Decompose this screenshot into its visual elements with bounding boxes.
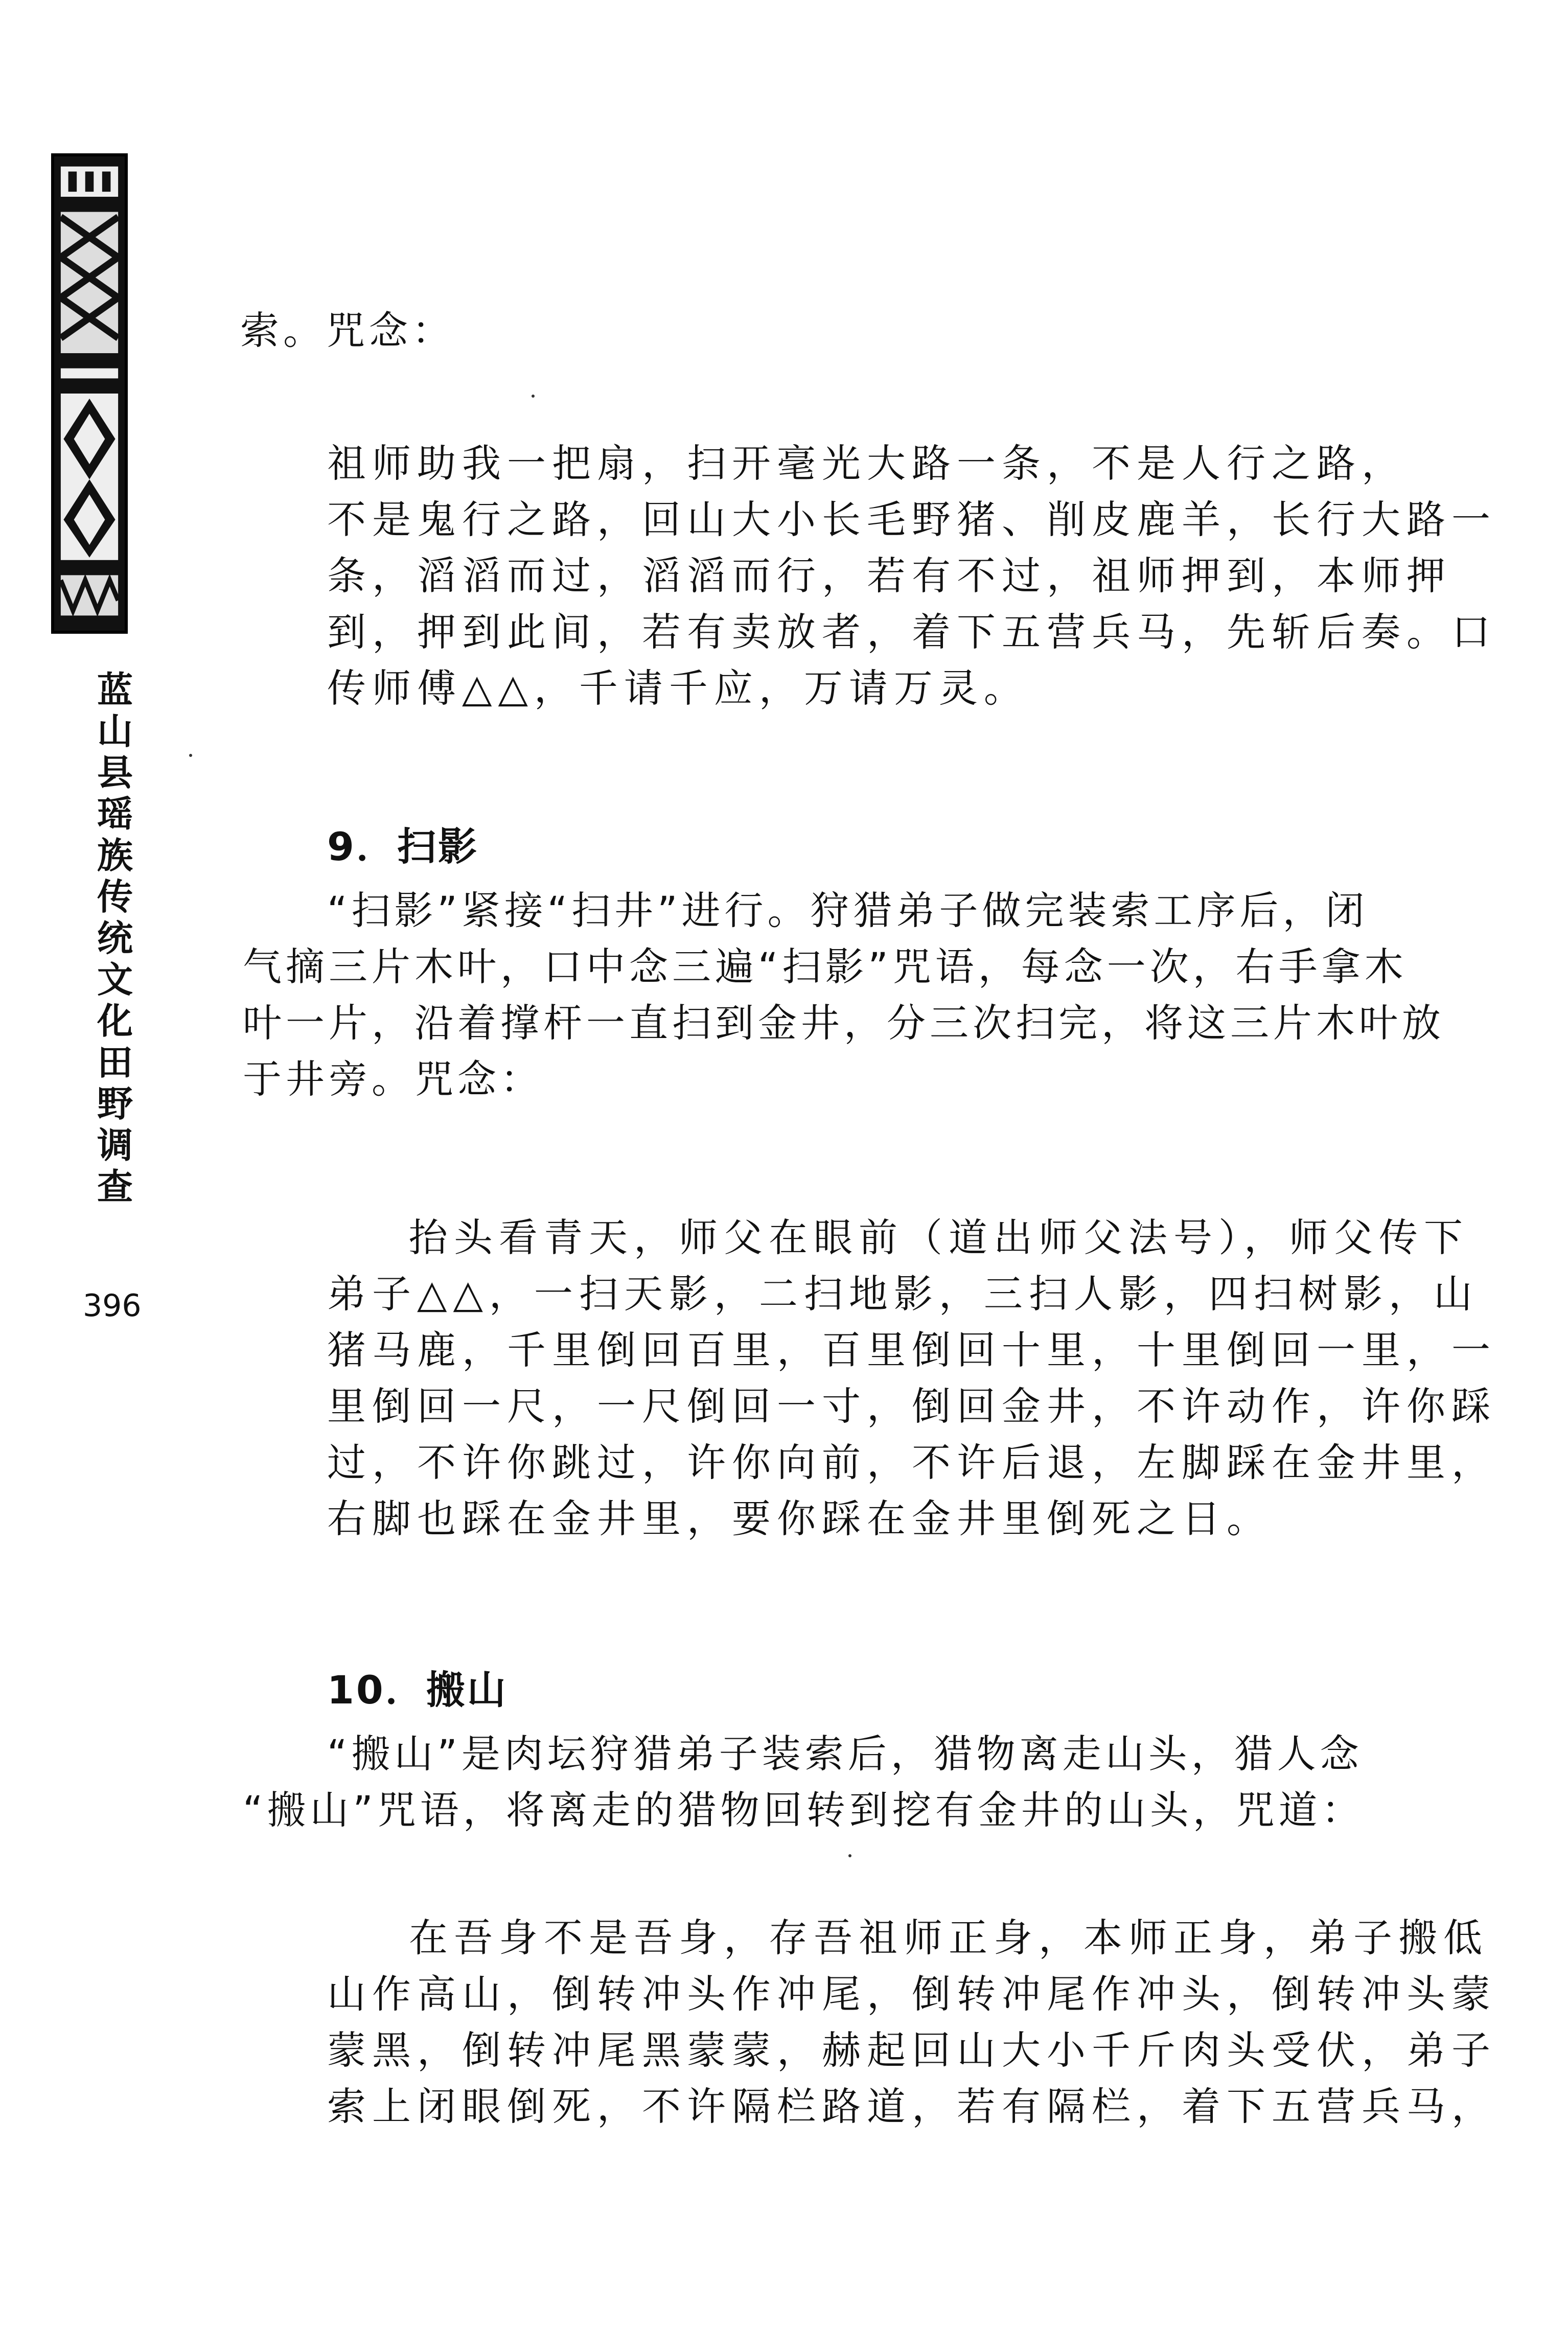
incantation-sweep-shadow-first-line xyxy=(409,1210,1469,1266)
text-line: 传师傅△△，千请千应，万请万灵。 xyxy=(327,665,1029,711)
decorative-pattern-strip xyxy=(51,153,128,634)
series-char: 文 xyxy=(97,959,133,1001)
incantation-move-mountain xyxy=(327,1966,1496,2135)
section-heading-9 xyxy=(327,819,479,875)
text-line: “搬山”是肉坛狩猎弟子装索后，猎物离走山头，猎人念 xyxy=(327,1731,1363,1777)
series-char: 瑶 xyxy=(97,793,133,835)
text-line: “搬山”咒语，将离走的猎物回转到挖有金井的山头，咒道： xyxy=(243,1787,1365,1833)
series-char: 化 xyxy=(97,1000,133,1042)
paragraph-9 xyxy=(243,939,1445,1108)
text-line: 猪马鹿，千里倒回百里，百里倒回十里，十里倒回一里，一 xyxy=(327,1327,1496,1373)
scan-speck xyxy=(189,754,192,757)
text-line: 右脚也踩在金井里，要你踩在金井里倒死之日。 xyxy=(327,1496,1272,1541)
text-line: 不是鬼行之路，回山大小长毛野猪、削皮鹿羊，长行大路一 xyxy=(327,497,1496,542)
paragraph-10 xyxy=(243,1782,1365,1838)
text-line: 抬头看青天，师父在眼前（道出师父法号），师父传下 xyxy=(409,1215,1469,1260)
series-char: 统 xyxy=(97,917,133,959)
heading-text: 10．搬山 xyxy=(327,1667,508,1713)
text-line: 于井旁。咒念： xyxy=(243,1056,543,1102)
text-line: 里倒回一尺，一尺倒回一寸，倒回金井，不许动作，许你踩 xyxy=(327,1383,1496,1429)
text-line: 过，不许你跳过，许你向前，不许后退，左脚踩在金井里， xyxy=(327,1440,1496,1485)
series-char: 查 xyxy=(97,1166,133,1208)
text-line: 到，押到此间，若有卖放者，着下五营兵马，先斩后奏。口 xyxy=(327,609,1496,655)
continuation-line xyxy=(240,303,455,359)
series-char: 田 xyxy=(97,1042,133,1083)
heading-text: 9．扫影 xyxy=(327,824,479,869)
incantation-sweep-shadow xyxy=(327,1266,1496,1547)
series-char: 野 xyxy=(97,1083,133,1125)
series-char: 蓝 xyxy=(97,669,133,711)
series-char: 族 xyxy=(97,835,133,877)
text-line: 索上闭眼倒死，不许隔栏路道，若有隔栏，着下五营兵马， xyxy=(327,2084,1496,2129)
series-char: 调 xyxy=(97,1124,133,1166)
text-line: 叶一片，沿着撑杆一直扫到金井，分三次扫完，将这三片木叶放 xyxy=(243,1000,1445,1046)
text-line: 弟子△△，一扫天影，二扫地影，三扫人影，四扫树影，山 xyxy=(327,1271,1479,1317)
running-head-series-title xyxy=(92,670,138,1208)
text-line: 条，滔滔而过，滔滔而行，若有不过，祖师押到，本师押 xyxy=(327,553,1451,598)
text-line: “扫影”紧接“扫井”进行。狩猎弟子做完装索工序后，闭 xyxy=(327,888,1369,933)
series-char: 传 xyxy=(97,876,133,918)
section-heading-10 xyxy=(327,1662,508,1718)
text-line: 索。咒念： xyxy=(240,308,455,353)
text-line: 山作高山，倒转冲头作冲尾，倒转冲尾作冲头，倒转冲头蒙 xyxy=(327,1971,1496,2017)
scan-speck xyxy=(532,395,535,398)
incantation-sweep-road xyxy=(327,435,1406,492)
text-line: 祖师助我一把扇，扫开毫光大路一条，不是人行之路， xyxy=(327,441,1406,486)
woven-pattern-icon xyxy=(54,156,125,631)
paragraph-9-first-line xyxy=(327,883,1369,939)
page-number: 396 xyxy=(83,1288,142,1324)
text-line: 在吾身不是吾身，存吾祖师正身，本师正身，弟子搬低 xyxy=(409,1915,1488,1961)
incantation-move-mountain-first-line xyxy=(409,1910,1488,1966)
series-char: 山 xyxy=(97,710,133,752)
paragraph-10-first-line xyxy=(327,1726,1363,1782)
series-char: 县 xyxy=(97,752,133,794)
scan-speck xyxy=(848,1854,851,1857)
text-line: 气摘三片木叶，口中念三遍“扫影”咒语，每念一次，右手拿木 xyxy=(243,944,1408,989)
incantation-sweep-road-cont xyxy=(327,492,1496,717)
text-line: 蒙黑，倒转冲尾黑蒙蒙，赫起回山大小千斤肉头受伏，弟子 xyxy=(327,2027,1496,2073)
